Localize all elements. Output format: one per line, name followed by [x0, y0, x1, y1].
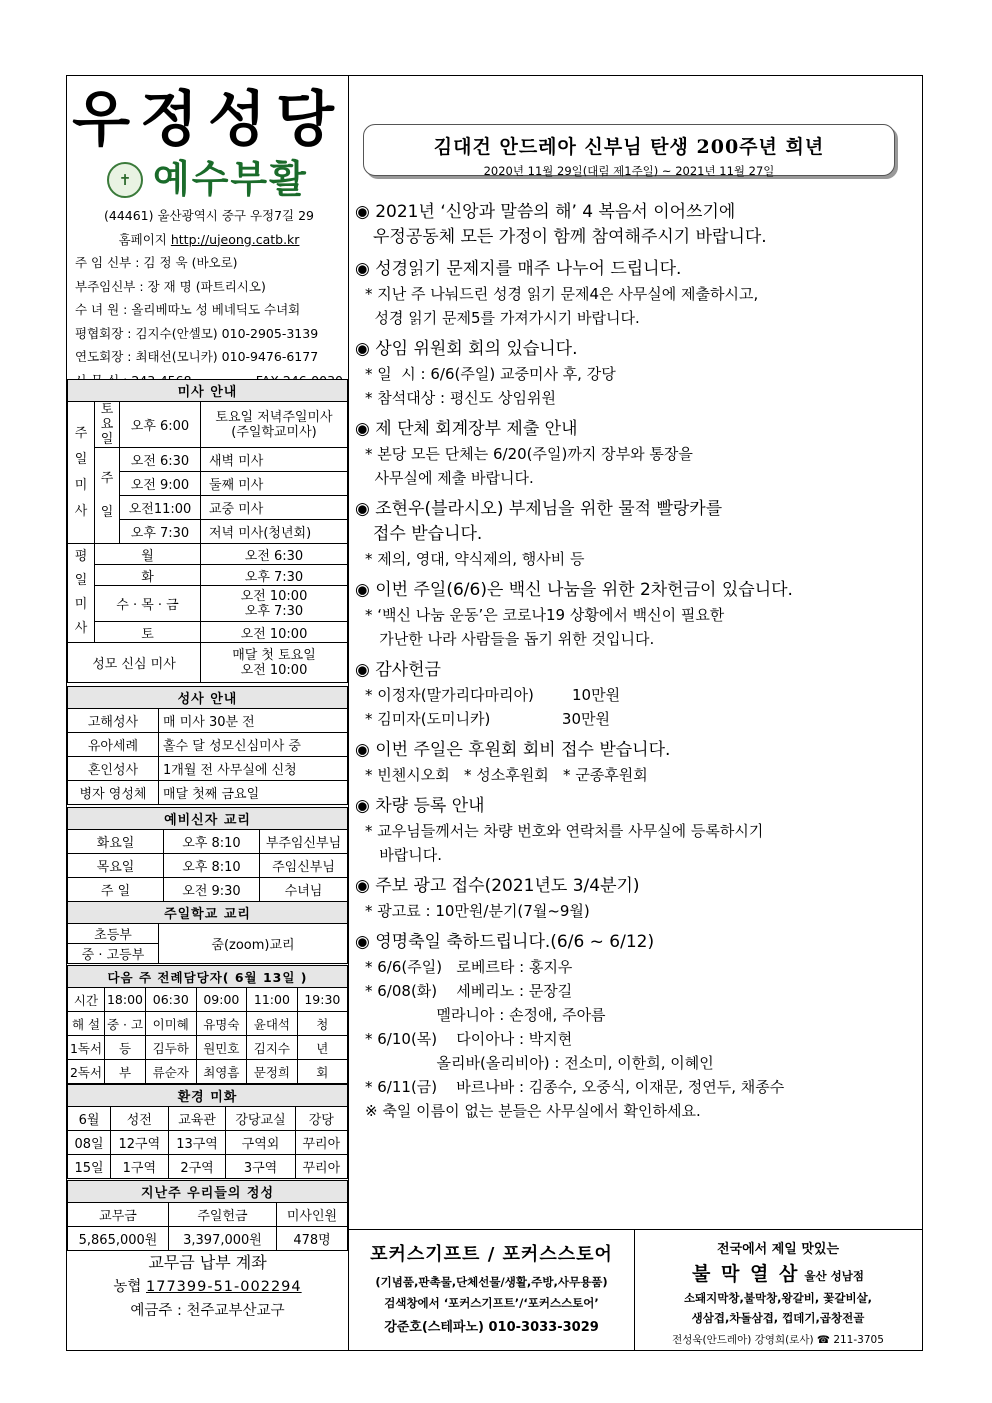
- notices-list: [355, 200, 915, 1130]
- notice-detail: 성경 읽기 문제5를 가져가시기 바랍니다.: [365, 309, 640, 327]
- notice-detail: * 빈첸시오회 * 성소후원회 * 군종후원회: [365, 766, 648, 784]
- mass-name: 저녁 미사(청년회): [201, 520, 348, 544]
- notice-detail: * ‘백신 나눔 운동’은 코로나19 상황에서 백신이 필요한: [365, 606, 725, 624]
- liturgy-cell: 유명숙: [196, 1012, 247, 1036]
- church-title: 우정성당: [72, 85, 344, 155]
- cleaning-header: 강당교실: [226, 1107, 295, 1131]
- notice-item: [355, 200, 915, 250]
- weekday-time: 오전 10:00: [201, 622, 348, 643]
- cleaning-cell: 3구역: [226, 1155, 295, 1179]
- mass-table: [67, 379, 348, 683]
- mass-name: 둘째 미사: [201, 472, 348, 496]
- notice-detail: 멜라니아 : 손정애, 주아름: [365, 1006, 606, 1024]
- liturgy-cell: 청: [297, 1012, 347, 1036]
- liturgy-title: 다음 주 전례담당자( 6월 13일 ): [68, 966, 348, 988]
- ad-focus-gift: [349, 1230, 635, 1351]
- cleaning-cell: 2구역: [168, 1155, 226, 1179]
- catechumen-table: [67, 807, 348, 902]
- offering-title: 지난주 우리들의 정성: [68, 1181, 348, 1203]
- staff-row: 수 녀 원 : 올리베따노 성 베네딕도 수녀회: [75, 302, 301, 317]
- banner-title: 김대건 안드레아 신부님 탄생 200주년 희년: [433, 136, 825, 158]
- liturgy-cell: 부: [105, 1060, 146, 1084]
- notice-title: ◉ 감사헌금: [355, 660, 441, 680]
- notice-item: [355, 930, 915, 1123]
- liturgy-cell: 이미혜: [146, 1012, 197, 1036]
- cleaning-header: 성전: [111, 1107, 169, 1131]
- parish-info: [75, 204, 343, 392]
- offering-header: 주일헌금: [169, 1203, 277, 1227]
- notice-detail: * 6/10(목) 다이아나 : 박지현: [365, 1030, 573, 1048]
- class-time: 오후 8:10: [164, 854, 260, 878]
- homepage-label: 홈페이지: [118, 231, 167, 247]
- liturgy-cell: 최영흠: [196, 1060, 247, 1084]
- liturgy-cell: 중 · 고: [105, 1012, 146, 1036]
- account-number-line: 농협 177399-51-002294: [113, 1279, 302, 1295]
- mass-title: 미사 안내: [68, 380, 348, 402]
- notice-detail: 올리바(올리비아) : 전소미, 이한희, 이혜인: [365, 1054, 714, 1072]
- weekday-day: 수 · 목 · 금: [95, 586, 201, 622]
- liturgy-time: 19:30: [297, 988, 347, 1012]
- homepage-line: [75, 228, 343, 252]
- account-holder: 예금주 : 천주교부산교구: [130, 1303, 285, 1319]
- cleaning-cell: 12구역: [111, 1131, 169, 1155]
- school-class-type: 줌(zoom)교리: [159, 924, 348, 964]
- class-time: 오전 9:30: [164, 878, 260, 902]
- notice-detail: * 이정자(말가리다마리아) 10만원: [365, 686, 621, 704]
- notice-item: [355, 497, 915, 571]
- address: (44461) 울산광역시 중구 우정7길 29: [103, 208, 315, 223]
- ad-restaurant: [634, 1230, 922, 1351]
- class-day: 화요일: [68, 830, 164, 854]
- jubilee-banner: [363, 124, 895, 176]
- sacrament-info: 홀수 달 성모신심미사 중: [159, 733, 348, 757]
- marian-mass-label: 성모 신심 미사: [68, 643, 201, 683]
- cleaning-header: 6월: [68, 1107, 111, 1131]
- notice-item: [355, 738, 915, 787]
- notice-detail: * 6/11(금) 바르나바 : 김종수, 오중식, 이재문, 정연두, 채종수: [365, 1078, 785, 1096]
- notice-title: ◉ 상임 위원회 회의 있습니다.: [355, 339, 578, 359]
- offering-value: 3,397,000원: [169, 1227, 277, 1251]
- notice-detail: * 6/6(주일) 로베르타 : 홍지우: [365, 958, 573, 976]
- sacrament-info: 1개월 전 사무실에 신청: [159, 757, 348, 781]
- school-level: 초등부: [68, 924, 159, 944]
- season-title: 예수부활: [153, 156, 308, 201]
- weekday-mass-label: 평일미사: [68, 544, 95, 643]
- staff-row: 연도회장 : 최태선(모니카) 010-9476-6177: [75, 349, 319, 364]
- notice-title: ◉ 차량 등록 안내: [355, 796, 485, 816]
- ad1-line: (기념품,판촉물,단체선물/생활,주방,사무용품): [375, 1275, 608, 1289]
- sacraments-table: [67, 686, 348, 805]
- sacrament-name: 혼인성사: [68, 757, 159, 781]
- liturgy-time: 18:00: [105, 988, 146, 1012]
- offering-header: 교무금: [68, 1203, 169, 1227]
- notice-item: [355, 794, 915, 867]
- notice-detail: * 교우님들께서는 차량 번호와 연락처를 사무실에 등록하시기: [365, 822, 764, 840]
- sunday-school-title: 주일학교 교리: [68, 902, 348, 924]
- weekday-time: 오전 10:00 오후 7:30: [201, 586, 348, 622]
- mass-time: 오전 9:00: [120, 472, 201, 496]
- ad2-name: 불 막 열 삼: [692, 1263, 800, 1285]
- notice-item: [355, 578, 915, 651]
- notice-title: 우정공동체 모든 가정이 함께 참여해주시기 바랍니다.: [373, 227, 767, 247]
- liturgy-cell: 회: [297, 1060, 347, 1084]
- notice-detail: * 지난 주 나눠드린 성경 읽기 문제4은 사무실에 제출하시고,: [365, 285, 759, 303]
- notice-title: ◉ 조현우(블라시오) 부제님을 위한 물적 빨랑카를: [355, 499, 723, 519]
- liturgy-role: 1독서: [68, 1036, 105, 1060]
- class-teacher: 부주임신부님: [260, 830, 348, 854]
- cleaning-cell: 구역외: [226, 1131, 295, 1155]
- weekday-day: 화: [95, 565, 201, 586]
- class-day: 목요일: [68, 854, 164, 878]
- notice-title: ◉ 영명축일 축하드립니다.(6/6 ~ 6/12): [355, 932, 655, 952]
- liturgy-cell: 시간: [68, 988, 105, 1012]
- notice-title: ◉ 성경읽기 문제지를 매주 나누어 드립니다.: [355, 259, 682, 279]
- sunday-school-table: [67, 901, 348, 964]
- account-number: 177399-51-002294: [146, 1279, 302, 1295]
- sunday-label: 주일: [95, 448, 120, 544]
- notice-detail: * 김미자(도미니카) 30만원: [365, 710, 610, 728]
- homepage-link[interactable]: http://ujeong.catb.kr: [170, 231, 300, 247]
- weekday-day: 월: [95, 544, 201, 565]
- notice-detail: * 참석대상 : 평신도 상임위원: [365, 389, 557, 407]
- cleaning-cell: 08일: [68, 1131, 111, 1155]
- parish-logo-icon: ✝: [107, 162, 143, 198]
- offering-value: 478명: [277, 1227, 348, 1251]
- liturgy-role: 2독서: [68, 1060, 105, 1084]
- weekday-time: 오후 7:30: [201, 565, 348, 586]
- ad2-contact: 전성욱(안드레아) 강영희(로사) ☎ 211-3705: [672, 1334, 884, 1346]
- ad2-name-line: [634, 1259, 922, 1286]
- left-column: [67, 76, 349, 1350]
- liturgy-cell: 문정희: [247, 1060, 298, 1084]
- notice-item: [355, 874, 915, 923]
- liturgy-cell: 김지수: [247, 1036, 298, 1060]
- account-box: [67, 1251, 348, 1323]
- cleaning-header: 강당: [295, 1107, 347, 1131]
- liturgy-cell: 년: [297, 1036, 347, 1060]
- ad2-line: 소돼지막창,불막창,왕갈비, 꽃갈비살,: [683, 1291, 873, 1305]
- ads-section: [349, 1229, 922, 1351]
- notice-detail: * 일 시 : 6/6(주일) 교중미사 후, 강당: [365, 365, 616, 383]
- notice-detail: ※ 축일 이름이 없는 분들은 사무실에서 확인하세요.: [365, 1102, 701, 1120]
- notice-detail: 사무실에 제출 바랍니다.: [365, 469, 534, 487]
- ad2-location: 울산 성남점: [804, 1269, 864, 1283]
- weekday-time: 오전 6:30: [201, 544, 348, 565]
- notice-detail: 바랍니다.: [365, 846, 443, 864]
- cleaning-title: 환경 미화: [68, 1085, 348, 1107]
- staff-row: 평협회장 : 김지수(안셀모) 010-2905-3139: [75, 325, 319, 341]
- liturgy-cell: 김두하: [146, 1036, 197, 1060]
- notice-detail: * 광고료 : 10만원/분기(7월~9월): [365, 902, 590, 920]
- notice-detail: * 제의, 영대, 약식제의, 행사비 등: [365, 550, 585, 568]
- banner-dates: 2020년 11월 29일(대림 제1주일) ~ 2021년 11월 27일: [483, 164, 775, 178]
- weekday-day: 토: [95, 622, 201, 643]
- cleaning-cell: 13구역: [168, 1131, 226, 1155]
- liturgy-time: 11:00: [247, 988, 298, 1012]
- liturgy-time: 06:30: [146, 988, 197, 1012]
- notice-item: [355, 658, 915, 731]
- offering-table: [67, 1180, 348, 1251]
- notice-title: 접수 받습니다.: [373, 524, 483, 544]
- sacrament-name: 고해성사: [68, 709, 159, 733]
- notice-item: [355, 337, 915, 410]
- sunday-mass-label: 주일미사: [68, 402, 95, 544]
- cleaning-cell: 꾸리아: [295, 1131, 347, 1155]
- notice-detail: * 본당 모든 단체는 6/20(주일)까지 장부와 통장을: [365, 445, 693, 463]
- liturgy-cell: 원민호: [196, 1036, 247, 1060]
- cleaning-table: [67, 1084, 348, 1179]
- ad1-contact: 강준호(스테파노) 010-3033-3029: [384, 1320, 599, 1335]
- ad1-title: 포커스기프트 / 포커스스토어: [370, 1244, 613, 1265]
- notice-detail: * 6/08(화) 세베리노 : 문장길: [365, 982, 573, 1000]
- notice-title: ◉ 이번 주일(6/6)은 백신 나눔을 위한 2차헌금이 있습니다.: [355, 580, 793, 600]
- ad2-line: 생삼겹,차돌삼겹, 껍데기,곱창전골: [691, 1311, 865, 1325]
- mass-time: 오후 7:30: [120, 520, 201, 544]
- sacrament-name: 유아세례: [68, 733, 159, 757]
- school-level: 중 · 고등부: [68, 944, 159, 964]
- notice-title: ◉ 제 단체 회계장부 제출 안내: [355, 419, 578, 439]
- ad1-line: 검색창에서 ‘포커스기프트’/‘포커스스토어’: [384, 1296, 599, 1310]
- notice-detail: 가난한 나라 사람들을 돕기 위한 것입니다.: [365, 630, 655, 648]
- notice-item: [355, 417, 915, 490]
- staff-row: 부주임신부 : 장 재 명 (파트리시오): [75, 278, 266, 294]
- right-column: [349, 76, 922, 1350]
- cleaning-cell: 15일: [68, 1155, 111, 1179]
- sacrament-info: 매달 첫째 금요일: [159, 781, 348, 805]
- liturgy-cell: 윤대석: [247, 1012, 298, 1036]
- ad2-line: 전국에서 제일 맛있는: [716, 1242, 840, 1257]
- notice-title: ◉ 이번 주일은 후원회 회비 접수 받습니다.: [355, 740, 671, 760]
- sacrament-info: 매 미사 30분 전: [159, 709, 348, 733]
- sacrament-name: 병자 영성체: [68, 781, 159, 805]
- staff-row: 주 임 신부 : 김 정 욱 (바오로): [75, 255, 238, 270]
- mass-time: 오후 6:00: [120, 402, 201, 448]
- marian-mass-time: 매달 첫 토요일 오전 10:00: [201, 643, 348, 683]
- class-teacher: 수녀님: [260, 878, 348, 902]
- mass-time: 오전 6:30: [120, 448, 201, 472]
- sacraments-title: 성사 안내: [68, 687, 348, 709]
- liturgy-cell: 등: [105, 1036, 146, 1060]
- bulletin-frame: [66, 75, 923, 1351]
- cleaning-cell: 1구역: [111, 1155, 169, 1179]
- cleaning-cell: 꾸리아: [295, 1155, 347, 1179]
- mass-name: 교중 미사: [201, 496, 348, 520]
- liturgy-time: 09:00: [196, 988, 247, 1012]
- saturday-label: 토요일: [95, 402, 120, 448]
- class-time: 오후 8:10: [164, 830, 260, 854]
- notice-title: ◉ 2021년 ‘신앙과 말씀의 해’ 4 복음서 이어쓰기에: [355, 202, 736, 222]
- liturgy-role: 해 설: [68, 1012, 105, 1036]
- liturgy-cell: 류순자: [146, 1060, 197, 1084]
- notice-item: [355, 257, 915, 330]
- notice-title: ◉ 주보 광고 접수(2021년도 3/4분기): [355, 876, 640, 896]
- offering-value: 5,865,000원: [68, 1227, 169, 1251]
- mass-name: 새벽 미사: [201, 448, 348, 472]
- catechumen-title: 예비신자 교리: [68, 808, 348, 830]
- cleaning-header: 교육관: [168, 1107, 226, 1131]
- class-teacher: 주임신부님: [260, 854, 348, 878]
- class-day: 주 일: [68, 878, 164, 902]
- account-title: 교무금 납부 계좌: [148, 1253, 267, 1272]
- mass-time: 오전11:00: [120, 496, 201, 520]
- mass-name: 토요일 저녁주일미사 (주일학교미사): [201, 402, 348, 448]
- offering-header: 미사인원: [277, 1203, 348, 1227]
- liturgy-table: [67, 965, 348, 1084]
